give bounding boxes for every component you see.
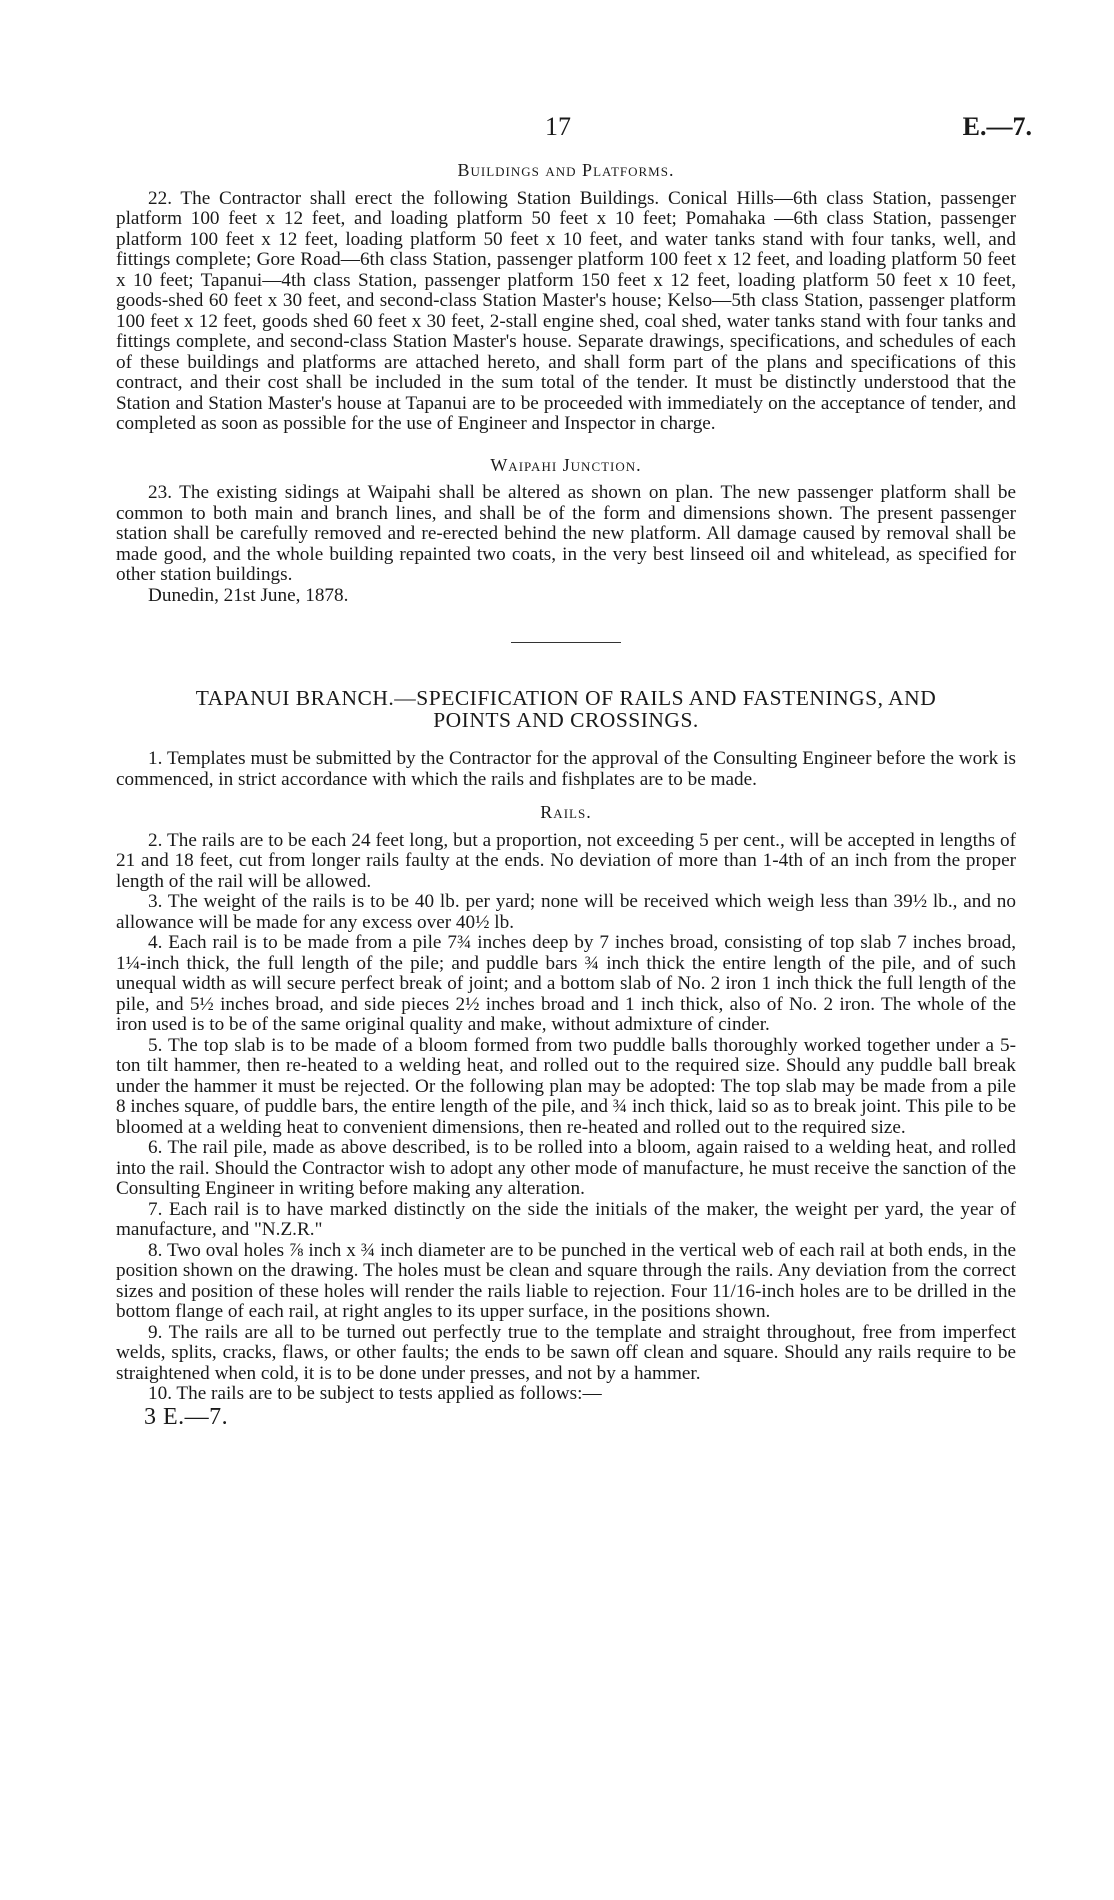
document-body — [116, 160, 1016, 1430]
paragraph-7: 7. Each rail is to have marked distinctly on the side the initials of the maker, the weight per yard, the year of manufacture, and "N.Z.R." — [116, 1198, 1016, 1240]
paragraph-8: 8. Two oval holes ⅞ inch x ¾ inch diameter are to be punched in the vertical web of each rail at both ends, in the position shown on the drawing. The holes must be clean and square through the rails. Any deviation from the correct sizes and position of these holes will render the rails liable to rejection. Four 11/16-inch holes are to be drilled in the bottom flange of each rail, at right angles to its upper surface, in the positions shown. — [116, 1239, 1016, 1322]
section-heading-rails: Rails. — [540, 802, 592, 822]
paragraph-6: 6. The rail pile, made as above described, is to be rolled into a bloom, again raised to a welding heat, and rolled into the rail. Should the Contractor wish to adopt any other mode of manufacture, he must receive the sanction of the Consulting Engineer in writing before making any alteration. — [116, 1137, 1016, 1199]
signoff-date: Dunedin, 21st June, 1878. — [148, 584, 349, 606]
paragraph-2: 2. The rails are to be each 24 feet long, but a proportion, not exceeding 5 per cent., will be accepted in lengths of 21 and 18 feet, cut from longer rails faulty at the ends. No deviation of more than 1-4th of an inch from the proper length of the rail will be allowed. — [116, 829, 1016, 892]
page-header — [0, 112, 1114, 142]
footer-signature: 3 E.—7. — [144, 1403, 229, 1430]
paragraph-22: 22. The Contractor shall erect the following Station Buildings. Conical Hills—6th class Station, passenger platform 100 feet x 12 feet, and loading platform 50 feet x 10 feet; Pomahaka —6th class Station, passenger platform 100 feet x 12 feet, loading platform 50 feet x 10 feet, and water tanks stand with four tanks, well, and fittings complete; Gore Road—6th class Station, passenger platform 100 feet x 12 feet, and loading platform 50 feet x 10 feet; Tapanui—4th class Station, passenger platform 150 feet x 12 feet, loading platform 50 feet x 10 feet, goods-shed 60 feet x 30 feet, and second-class Station Master's house; Kelso—5th class Station, passenger platform 100 feet x 12 feet, goods shed 60 feet x 30 feet, 2-stall engine shed, coal shed, water tanks stand with four tanks and fittings complete, and second-class Station Master's house. Separate drawings, specifications, and schedules of each of these buildings and platforms are attached hereto, and shall form part of the plans and specifications of this contract, and their cost shall be included in the sum total of the tender. It must be distinctly understood that the Station and Station Master's house at Tapanui are to be proceeded with immediately on the acceptance of tender, and completed as soon as possible for the use of Engineer and Inspector in charge. — [116, 187, 1016, 434]
document-reference: E.—7. — [962, 112, 1032, 141]
paragraph-23: 23. The existing sidings at Waipahi shall be altered as shown on plan. The new passenger platform shall be common to both main and branch lines, and shall be of the form and dimensions shown. The present passenger station shall be carefully removed and re-erected behind the new platform. All damage caused by removal shall be made good, and the whole building repainted two coats, in the very best linseed oil and whitelead, as specified for other station buildings. — [116, 482, 1016, 585]
paragraph-1: 1. Templates must be submitted by the Contractor for the approval of the Consulting Engineer before the work is commenced, in strict accordance with which the rails and fishplates are to be made. — [116, 748, 1016, 790]
paragraph-9: 9. The rails are all to be turned out perfectly true to the template and straight throughout, free from imperfect welds, splits, cracks, flaws, or other faults; the ends to be sawn off clean and square. Should any rails require to be straightened when cold, it is to be done under presses, and not by a hammer. — [116, 1321, 1016, 1384]
paragraph-10: 10. The rails are to be subject to tests applied as follows:— — [148, 1383, 602, 1404]
section-heading-waipahi: Waipahi Junction. — [490, 454, 642, 475]
paragraph-4: 4. Each rail is to be made from a pile 7¾ inches deep by 7 inches broad, consisting of top slab 7 inches broad, 1¼-inch thick, the full length of the pile; and puddle bars ¾ inch thick the entire length of the pile, and of such unequal width as will secure perfect break of joint; and a bottom slab of No. 2 iron 1 inch thick the full length of the pile, and 5½ inches broad, and side pieces 2½ inches broad and 1 inch thick, also of No. 2 iron. The whole of the iron used is to be of the same original quality and make, without admixture of cinder. — [116, 932, 1016, 1035]
paragraph-3: 3. The weight of the rails is to be 40 lb. per yard; none will be received which weigh less than 39½ lb., and no allowance will be made for any excess over 40½ lb. — [116, 891, 1016, 933]
paragraph-5: 5. The top slab is to be made of a bloom formed from two puddle balls thoroughly worked together under a 5-ton tilt hammer, then re-heated to a welding heat, and rolled out to the required size. Should any puddle ball break under the hammer it must be rejected. Or the following plan may be adopted: The top slab may be made from a pile 8 inches square, of puddle bars, the entire length of the pile, and ¾ inch thick, laid so as to break joint. This pile to be bloomed at a welding heat to convenient dimensions, then re-heated and rolled out to the required size. — [116, 1034, 1016, 1138]
specification-title: TAPANUI BRANCH.—SPECIFICATION OF RAILS AND FASTENINGS, AND POINTS AND CROSSINGS. — [195, 686, 937, 732]
page-number: 17 — [545, 112, 571, 141]
divider-rule — [511, 642, 621, 643]
section-heading-buildings: Buildings and Platforms. — [457, 160, 675, 180]
